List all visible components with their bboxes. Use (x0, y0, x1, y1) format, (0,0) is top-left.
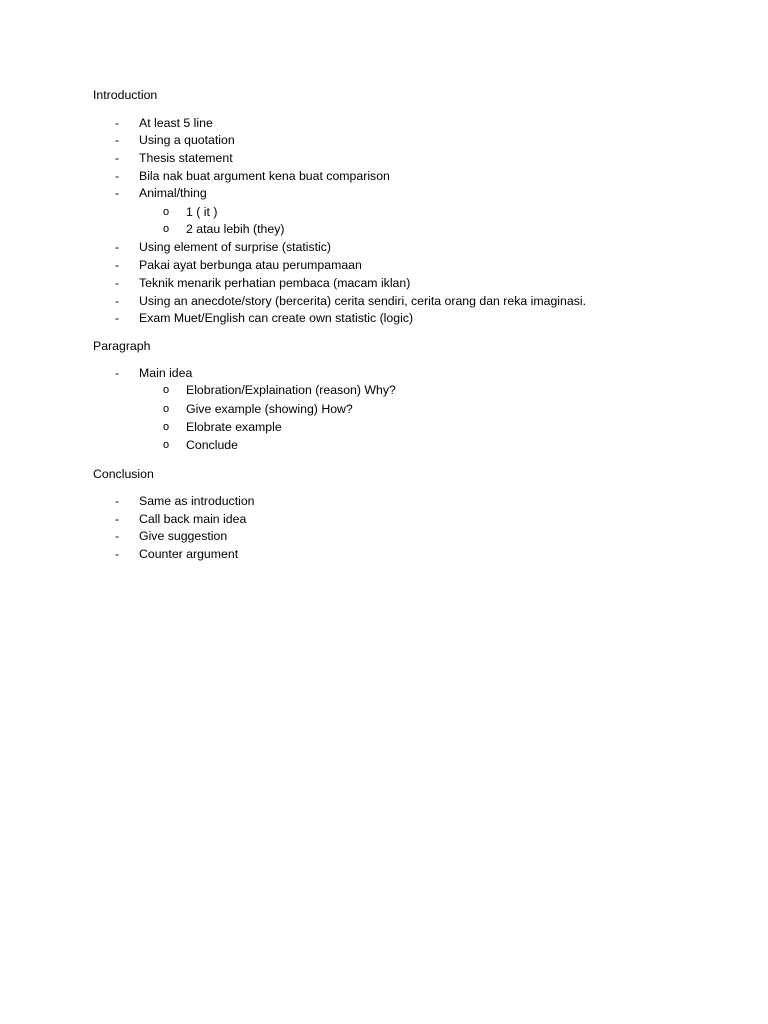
dash-bullet: - (115, 186, 120, 200)
list-item-text: Using element of surprise (statistic) (139, 240, 332, 254)
sub-list-item-text: Elobrate example (186, 420, 282, 434)
list-item-text: Main idea (139, 366, 193, 380)
list-item-text: Give suggestion (139, 529, 228, 543)
list-item-text: Exam Muet/English can create own statistic (logic) (139, 311, 414, 325)
list-item-text: Counter argument (139, 547, 239, 561)
dash-bullet: - (115, 366, 120, 380)
circle-bullet: o (163, 206, 170, 218)
dash-bullet: - (115, 311, 120, 325)
list-item-text: Call back main idea (139, 512, 247, 526)
sub-list-item-text: 2 atau lebih (they) (186, 222, 285, 236)
dash-bullet: - (115, 151, 120, 165)
list-item-text: Animal/thing (139, 186, 207, 200)
section-heading-introduction: Introduction (93, 88, 158, 102)
dash-bullet: - (115, 116, 120, 130)
sub-list-item-text: Elobration/Explaination (reason) Why? (186, 383, 396, 397)
sub-list-item-text: Conclude (186, 438, 238, 452)
list-item-text: Thesis statement (139, 151, 233, 165)
dash-bullet: - (115, 512, 120, 526)
list-item-text: Using an anecdote/story (bercerita) cerita sendiri, cerita orang dan reka imaginasi. (139, 294, 587, 308)
list-item-text: Using a quotation (139, 133, 235, 147)
circle-bullet: o (163, 421, 170, 433)
dash-bullet: - (115, 258, 120, 272)
list-item-text: Bila nak buat argument kena buat comparison (139, 169, 390, 183)
dash-bullet: - (115, 529, 120, 543)
list-item-text: Pakai ayat berbunga atau perumpamaan (139, 258, 362, 272)
dash-bullet: - (115, 169, 120, 183)
circle-bullet: o (163, 439, 170, 451)
sub-list-item-text: Give example (showing) How? (186, 402, 353, 416)
section-heading-conclusion: Conclusion (93, 467, 154, 481)
dash-bullet: - (115, 133, 120, 147)
sub-list-item-text: 1 ( it ) (186, 205, 218, 219)
dash-bullet: - (115, 240, 120, 254)
dash-bullet: - (115, 294, 120, 308)
section-heading-paragraph: Paragraph (93, 339, 151, 353)
circle-bullet: o (163, 403, 170, 415)
dash-bullet: - (115, 494, 120, 508)
dash-bullet: - (115, 276, 120, 290)
circle-bullet: o (163, 384, 170, 396)
list-item-text: At least 5 line (139, 116, 213, 130)
list-item-text: Teknik menarik perhatian pembaca (macam iklan) (139, 276, 411, 290)
dash-bullet: - (115, 547, 120, 561)
circle-bullet: o (163, 223, 170, 235)
list-item-text: Same as introduction (139, 494, 255, 508)
